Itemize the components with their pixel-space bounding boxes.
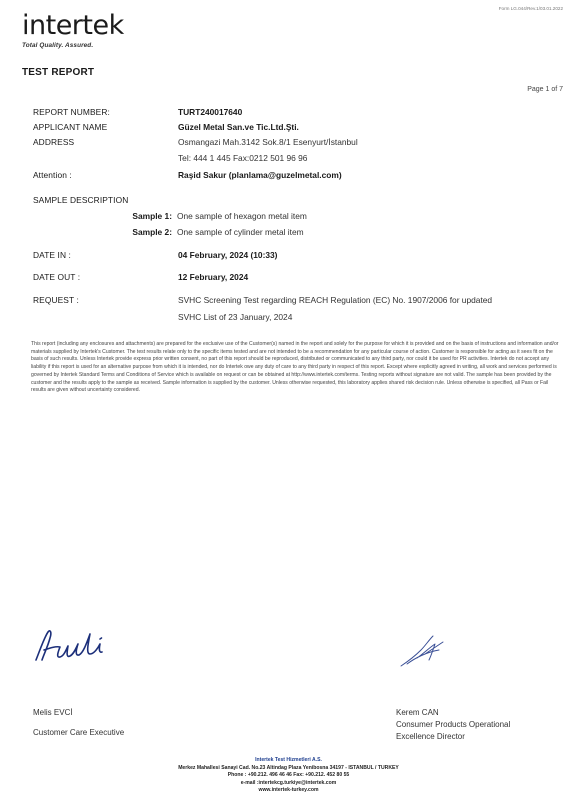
report-number-value: TURT240017640 xyxy=(178,107,243,117)
date-in-label: DATE IN : xyxy=(33,250,71,260)
page-title: TEST REPORT xyxy=(22,67,95,78)
footer-phone: Phone : +90.212. 496 46 46 Fax: +90.212. 452 80 55 xyxy=(227,772,350,779)
page-number: Page 1 of 7 xyxy=(527,86,563,93)
disclaimer-text: This report (including any enclosures and attachments) are prepared for the exclusive use of the Customer(s) named in the report and solely for the purpose for which it is provided and on the basis of instructions and information and/or materials supplied by Intertek's Customer. The test results relate only to the specific items tested and are not intended to be a recommendation for any particular course of action. Customer is responsible for acting as it sees fit on the basis of such results. Unless Intertek provide express prior written consent, no part of this report should be reproduced, distributed or communicated to any third party, nor could it be used for PR activities. Intertek do not accept any liability if this report is used for an alternative purpose from which it is intended, nor do Intertek owe any duty of care to any third party in respect of this report. Except where explicitly agreed in writing, all work and services performed is governed by Intertek Standard Terms and Conditions of Service which is available on request or can be obtained at http://www.intertek.com/terms. Testing reports without signature are not valid. The sample has been provided by the customer and the results apply to the sample as received. Sample information is supplied by the customer. Unless otherwise requested, this laboratory applies shared risk decision rule. Unless otherwise is specified, all Pass or Fail results are given without uncertainty considered. xyxy=(31,341,559,394)
attention-label: Attention : xyxy=(33,170,72,180)
applicant-value: Güzel Metal San.ve Tic.Ltd.Şti. xyxy=(178,122,299,132)
request-label: REQUEST : xyxy=(33,295,79,305)
attention-value: Raşid Sakur (planlama@guzelmetal.com) xyxy=(178,170,342,180)
sample-2-label: Sample 2: xyxy=(132,227,172,237)
sample-1-label: Sample 1: xyxy=(132,211,172,221)
sample-2-value: One sample of cylinder metal item xyxy=(177,227,304,237)
logo-wordmark: intertek xyxy=(22,10,124,41)
request-line-1: SVHC Screening Test regarding REACH Regulation (EC) No. 1907/2006 for updated xyxy=(178,295,493,305)
footer-address: Merkez Mahallesi Sanayi Cad. No.23 Altindag Plaza Yenibosna 34197 - ISTANBUL / TURKEY xyxy=(178,764,399,771)
logo-tagline: Total Quality. Assured. xyxy=(22,42,94,49)
date-in-value: 04 February, 2024 (10:33) xyxy=(178,250,278,260)
request-line-2: SVHC List of 23 January, 2024 xyxy=(178,312,293,322)
report-number-label: REPORT NUMBER: xyxy=(33,107,110,117)
address-line-2: Tel: 444 1 445 Fax:0212 501 96 96 xyxy=(178,153,308,163)
date-out-value: 12 February, 2024 xyxy=(178,272,249,282)
signature-kerem-can xyxy=(395,628,455,673)
signatory-2-title-line-2: Excellence Director xyxy=(396,732,465,741)
address-line-1: Osmangazi Mah.3142 Sok.8/1 Esenyurt/İstanbul xyxy=(178,137,358,147)
signature-melis-evci xyxy=(30,620,120,670)
intertek-logo xyxy=(22,12,124,49)
signatory-1-name: Melis EVCİ xyxy=(33,708,73,717)
sample-description-label: SAMPLE DESCRIPTION xyxy=(33,195,129,205)
sample-1-value: One sample of hexagon metal item xyxy=(177,211,307,221)
signatory-2-name: Kerem CAN xyxy=(396,708,439,717)
form-reference: Form LG.044/Rev.1/03.01.2022 xyxy=(498,6,563,11)
signatory-1-title: Customer Care Executive xyxy=(33,728,125,737)
applicant-label: APPLICANT NAME xyxy=(33,122,108,132)
date-out-label: DATE OUT : xyxy=(33,272,81,282)
signatory-2 xyxy=(396,707,510,743)
footer xyxy=(0,757,577,795)
signatory-2-title-line-1: Consumer Products Operational xyxy=(396,720,511,729)
footer-website: www.intertek-turkey.com xyxy=(258,787,319,794)
footer-email: e-mail :intertekcg.turkiye@intertek.com xyxy=(240,779,337,786)
address-label: ADDRESS xyxy=(33,137,75,147)
signatory-1 xyxy=(33,707,124,739)
footer-company: Intertek Test Hizmetleri A.S. xyxy=(255,757,322,763)
